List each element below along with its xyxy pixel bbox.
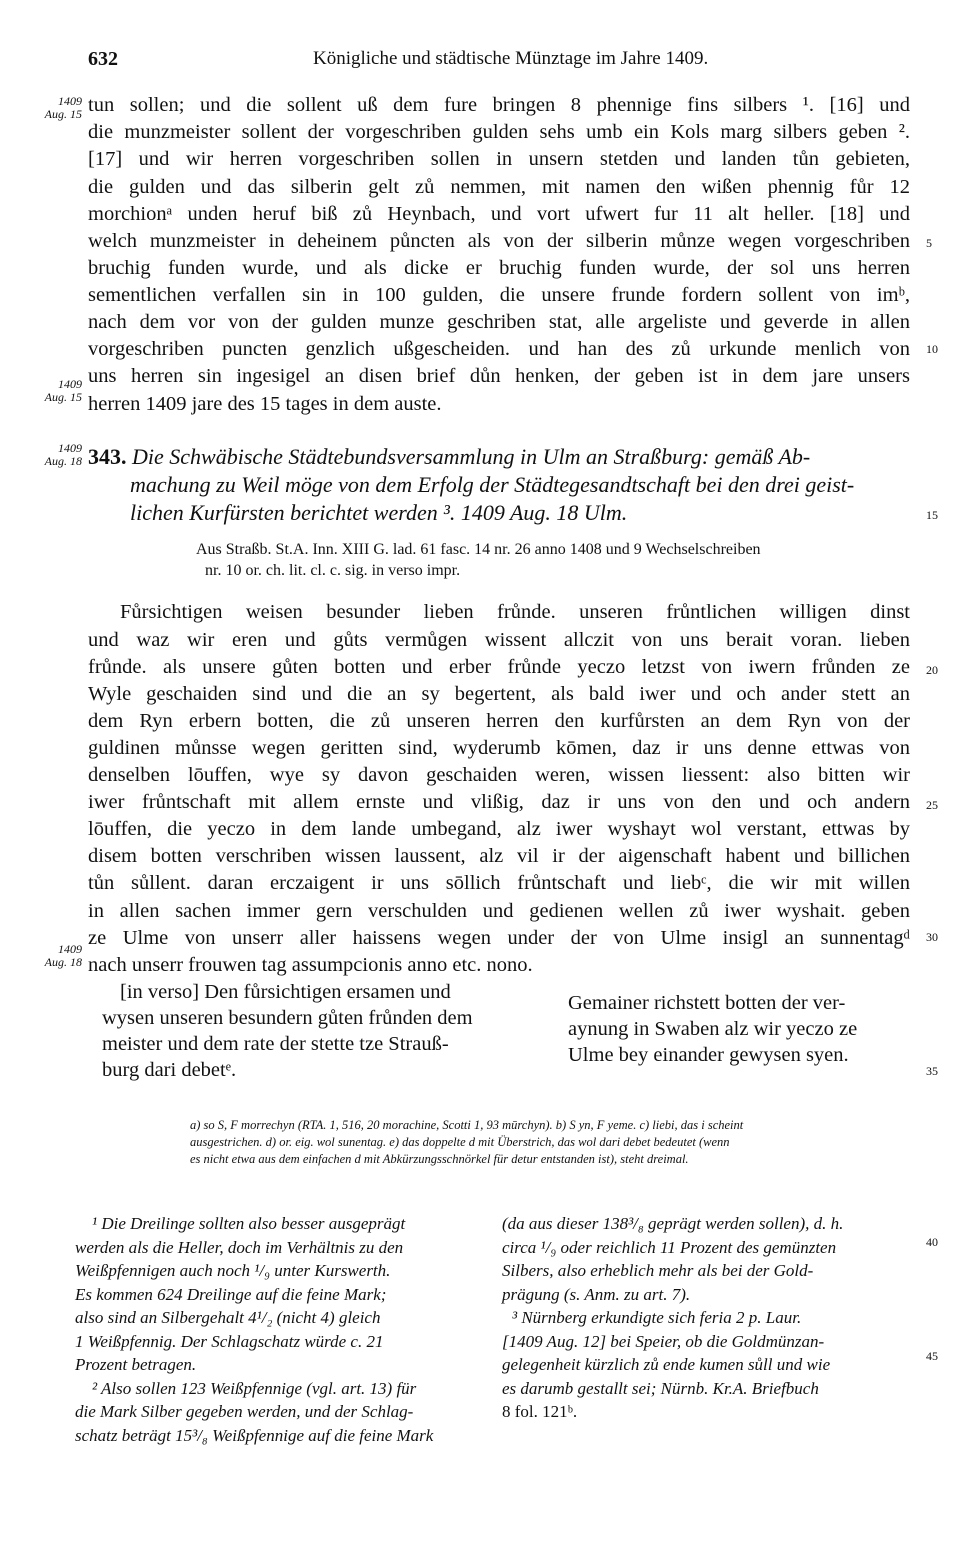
text-line: guldinen můnsse wegen geritten sind, wyderumb kōmen, daz ir uns denne ettwas von <box>88 737 910 759</box>
text-line: die munzmeister sollent der vorgeschriben gulden sehs umb ein Kols marg silbers geben ². <box>88 121 910 143</box>
text-line: uns herren sin ingesigel an disen brief důn henken, der geben ist in dem jare unsers <box>88 365 910 387</box>
variant-line: ausgestrichen. d) or. eig. wol sunentag. e) das doppelte d mit Überstrich, das wol dari debet bedeutet (wenn <box>190 1135 730 1149</box>
line-number: 45 <box>926 1349 938 1363</box>
line-number: 35 <box>926 1064 938 1078</box>
footnote-line: 1 Weißpfennig. Der Schlagschatz würde c. 21 <box>75 1332 384 1351</box>
line-number: 40 <box>926 1235 938 1249</box>
line-number: 20 <box>926 663 938 677</box>
text-line: herren 1409 jare des 15 tages in dem auste. <box>88 393 442 415</box>
footnote-line: Es kommen 624 Dreilinge auf die feine Mark; <box>75 1285 387 1304</box>
footnote-line: die Mark Silber gegeben werden, und der Schlag- <box>75 1402 414 1421</box>
footnote-line: (da aus dieser 138³/₈ geprägt werden sollen), d. h. <box>502 1214 844 1233</box>
margin-date: 1409 Aug. 18 <box>44 942 82 969</box>
article-number: 343. <box>88 444 127 469</box>
address-line: Gemainer richstett botten der ver- <box>568 992 846 1014</box>
footnote-line: Silbers, also erheblich mehr als bei der Gold- <box>502 1261 814 1280</box>
text-line: frůnde. als unsere gůten botten und erber frůnde yeczo letzst von iwern frůnden ze <box>88 656 910 678</box>
line-number: 10 <box>926 342 938 356</box>
article-title-line: lichen Kurfürsten berichtet werden ³. 1409 Aug. 18 Ulm. <box>130 500 628 525</box>
footnote-line: Weißpfennigen auch noch ¹/₉ unter Kurswerth. <box>75 1261 391 1280</box>
text-line: denselben lōuffen, wye sy davon geschaiden weren, wissen liessent: also bitten wir <box>88 764 910 786</box>
text-line: lōuffen, die yeczo in dem lande umbegand, alz iwer wyshayt wol verstant, ettwas by <box>88 818 910 840</box>
text-line: morchionᵃ unden heruf biß zů Heynbach, und vort ufwert fur 11 alt heller. [18] und <box>88 203 910 225</box>
source-line: nr. 10 or. ch. lit. cl. c. sig. in verso impr. <box>205 562 461 579</box>
address-line: wysen unseren besundern gůten frůnden dem <box>102 1007 473 1029</box>
page-number: 632 <box>88 48 118 70</box>
address-line: [in verso] Den fůrsichtigen ersamen und <box>120 981 451 1003</box>
footnote-line: schatz beträgt 15³/₈ Weißpfennige auf die feine Mark <box>75 1426 434 1445</box>
text-line: die gulden und das silberin gelt zů nemmen, mit namen den wißen phennig fůr 12 <box>88 176 910 198</box>
text-line: nach dem vor von der gulden munze geschriben stat, alle argeliste und geverde in allen <box>88 311 910 333</box>
text-line: iwer frůntschaft mit allem ernste und vlißig, daz ir uns von den und och andern <box>88 791 910 813</box>
line-number: 30 <box>926 930 938 944</box>
text-line: in allen sachen immer gern verschulden und gedienen wellen zů iwer wyshait. geben <box>88 900 910 922</box>
page-header <box>88 48 908 78</box>
text-line: [17] und wir herren vorgeschriben sollen in unsern stetden und landen tůn gebieten, <box>88 148 910 170</box>
text-line: ze Ulme von unserr aller haissens wegen under der von Ulme insigl an sunnentagᵈ <box>88 927 910 949</box>
text-line: disem botten verschriben wissen laussent, alz vil ir der aigenschaft habent und billichen <box>88 845 910 867</box>
running-title: Königliche und städtische Münztage im Jahre 1409. <box>313 48 709 69</box>
line-number: 15 <box>926 508 938 522</box>
line-number: 5 <box>926 236 932 250</box>
article-title-line: machung zu Weil möge von dem Erfolg der Städtegesandtschaft bei den drei geist- <box>130 472 855 497</box>
text-line: welch munzmeister in deheinem půncten als von der silberin můnze wegen vorgeschriben <box>88 230 910 252</box>
footnote-line: gelegenheit kürzlich zů ende kumen sůll und wie <box>502 1355 831 1374</box>
text-line: Fůrsichtigen weisen besunder lieben frůnde. unseren frůntlichen willigen dinst <box>120 601 910 623</box>
article-title-line: 343. Die Schwäbische Städtebundsversammlung in Ulm an Straßburg: gemäß Ab- <box>88 444 811 469</box>
address-line: aynung in Swaben alz wir yeczo ze <box>568 1018 858 1040</box>
address-line: Ulme bey einander gewysen syen. <box>568 1044 849 1066</box>
text-line: nach unserr frouwen tag assumpcionis anno etc. nono. <box>88 954 533 976</box>
margin-date: 1409 Aug. 15 <box>44 94 82 121</box>
text-line: Wyle geschaiden sind und die an sy begertent, als bald iwer und och ander stett an <box>88 683 910 705</box>
text-line: bruchig funden wurde, und als dicke er bruchig funden wurde, der sol uns herren <box>88 257 910 279</box>
address-line: burg dari debetᵉ. <box>102 1059 237 1081</box>
source-line: Aus Straßb. St.A. Inn. XIII G. lad. 61 fasc. 14 nr. 26 anno 1408 und 9 Wechselschreiben <box>196 541 761 558</box>
footnote-line: circa ¹/₉ oder reichlich 11 Prozent des gemünzten <box>502 1238 837 1257</box>
footnote-line: ³ Nürnberg erkundigte sich feria 2 p. Laur. <box>512 1308 802 1327</box>
footnote-line: [1409 Aug. 12] bei Speier, ob die Goldmünzan- <box>502 1332 825 1351</box>
text-line: vorgeschriben puncten genzlich ußgescheiden. und han des zů urkunde menlich von <box>88 338 910 360</box>
margin-date: 1409 Aug. 18 <box>44 441 82 468</box>
text-line: tun sollen; und die sollent uß dem fure bringen 8 phennige fins silbers ¹. [16] und <box>88 94 910 116</box>
address-line: meister und dem rate der stette tze Strauß- <box>102 1033 449 1055</box>
footnote-line: ² Also sollen 123 Weißpfennige (vgl. art. 13) für <box>92 1379 417 1398</box>
text-line: tůn sůllent. daran erczaigent ir uns sōllich frůntschaft und liebᶜ, die wir mit willen <box>88 872 910 894</box>
footnote-line: ¹ Die Dreilinge sollten also besser ausgeprägt <box>92 1214 406 1233</box>
variant-line: es nicht etwa aus dem einfachen d mit Abkürzungsschnörkel für detur entstanden ist), steht dreimal. <box>190 1152 689 1166</box>
text-line: und waz wir eren und gůts vermůgen wissent allczit von uns berait voran. lieben <box>88 629 910 651</box>
text-line: dem Ryn erbern botten, die zů unseren herren den kurfůrsten an dem Ryn von der <box>88 710 910 732</box>
text-line: sementlichen verfallen sin in 100 gulden, die unsere frunde fordern sollent von imᵇ, <box>88 284 910 306</box>
footnote-line: 8 fol. 121ᵇ. <box>502 1402 578 1421</box>
footnote-line: Prozent betragen. <box>75 1355 197 1374</box>
line-number: 25 <box>926 798 938 812</box>
footnote-line: prägung (s. Anm. zu art. 7). <box>502 1285 691 1304</box>
footnote-line: also sind an Silbergehalt 4¹/₂ (nicht 4) gleich <box>75 1308 381 1327</box>
margin-date: 1409 Aug. 15 <box>44 377 82 404</box>
footnote-line: werden als die Heller, doch im Verhältnis zu den <box>75 1238 404 1257</box>
variant-line: a) so S, F morrechyn (RTA. 1, 516, 20 morachine, Scotti 1, 93 mūrchyn). b) S yn, F yeme. c) liebi, das i scheint <box>190 1118 744 1132</box>
footnote-line: es darumb gestallt sei; Nürnb. Kr.A. Briefbuch <box>502 1379 819 1398</box>
